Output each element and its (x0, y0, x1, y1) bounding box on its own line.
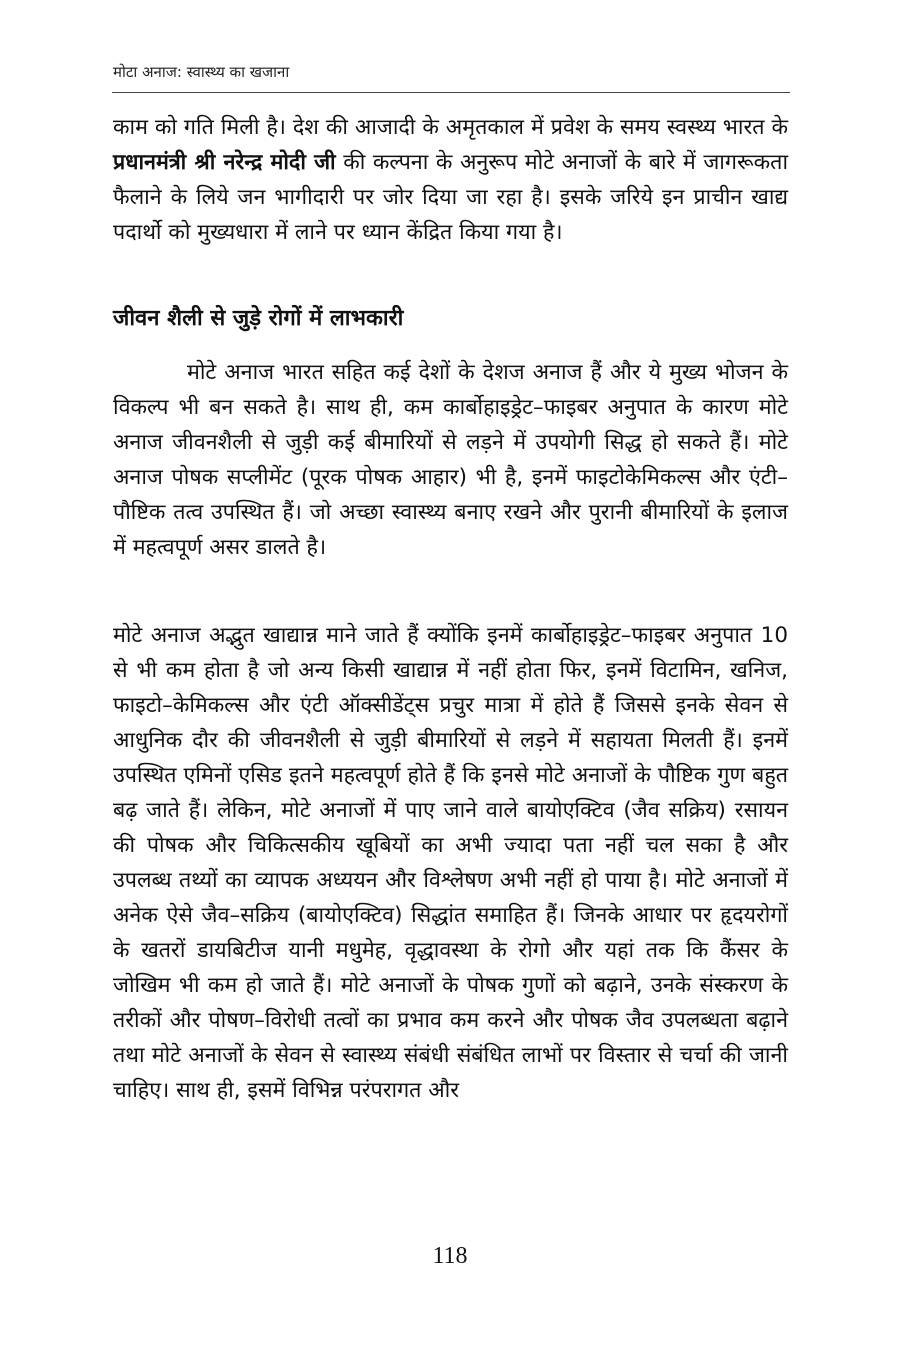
header-divider (112, 92, 790, 93)
page-number: 118 (432, 1243, 468, 1269)
paragraph-1-text-end: की कल्पना के अनुरूप मोटे अनाजों के बारे में जागरूकता फैलाने के लिये जन भागीदारी पर जोर दिया जा रहा है। इसके जरिये इन प्राचीन खाद्य पदार्थो को मुख्यधारा में लाने पर ध्यान केंद्रित किया गया है। (113, 150, 789, 245)
paragraph-1-bold-name: प्रधानमंत्री श्री नरेन्द्र मोदी जी (113, 150, 336, 175)
paragraph-1 (113, 110, 788, 250)
paragraph-3: मोटे अनाज अद्भुत खाद्यान्न माने जाते हैं क्योंकि इनमें कार्बोहाइड्रेट–फाइबर अनुपात 10 से भी कम होता है जो अन्य किसी खाद्यान्न में नहीं होता फिर, इनमें विटामिन, खनिज, फाइटो–केमिकल्स और एंटी ऑक्सीडेंट्स प्रचुर मात्रा में होते हैं जिससे इनके सेवन से आधुनिक दौर की जीवनशैली से जुड़ी बीमारियों से लड़ने में सहायता मिलती हैं। इनमें उपस्थित एमिनों एसिड इतने महत्वपूर्ण होते हैं कि इनसे मोटे अनाजों के पौष्टिक गुण बहुत बढ़ जाते हैं। लेकिन, मोटे अनाजों में पाए जाने वाले बायोएक्टिव (जैव सक्रिय) रसायन की पोषक और चिकित्सकीय खूबियों का अभी ज्यादा पता नहीं चल सका है और उपलब्ध तथ्यों का व्यापक अध्ययन और विश्लेषण अभी नहीं हो पाया है। मोटे अनाजों में अनेक ऐसे जैव–सक्रिय (बायोएक्टिव) सिद्धांत समाहित हैं। जिनके आधार पर हृदयरोगों के खतरों डायबिटीज यानी मधुमेह, वृद्धावस्था के रोगो और यहां तक कि कैंसर के जोखिम भी कम हो जाते हैं। मोटे अनाजों के पोषक गुणों को बढ़ाने, उनके संस्करण के तरीकों और पोषण–विरोधी तत्वों का प्रभाव कम करने और पोषक जैव उपलब्धता बढ़ाने तथा मोटे अनाजों के सेवन से स्वास्थ्य संबंधी संबंधित लाभों पर विस्तार से चर्चा की जानी चाहिए। साथ ही, इसमें विभिन्न परंपरागत और (113, 623, 788, 1103)
running-header: मोटा अनाज: स्वास्थ्य का खजाना (113, 63, 290, 81)
paragraph-2: मोटे अनाज भारत सहित कई देशों के देशज अनाज हैं और ये मुख्य भोजन के विकल्प भी बन सकते है। साथ ही, कम कार्बोहाइड्रेट–फाइबर अनुपात के कारण मोटे अनाज जीवनशैली से जुड़ी कई बीमारियों से लड़ने में उपयोगी सिद्ध हो सकते हैं। मोटे अनाज पोषक सप्लीमेंट (पूरक पोषक आहार) भी है, इनमें फाइटोकेमिकल्स और एंटी–पौष्टिक तत्व उपस्थित हैं। जो अच्छा स्वास्थ्य बनाए रखने और पुरानी बीमारियों के इलाज में महत्वपूर्ण असर डालते है। (113, 360, 788, 560)
paragraph-1-text-start: काम को गति मिली है। देश की आजादी के अमृतकाल में प्रवेश के समय स्वस्थ्य भारत के (113, 115, 788, 140)
section-heading: जीवन शैली से जुड़े रोगों में लाभकारी (113, 306, 404, 331)
